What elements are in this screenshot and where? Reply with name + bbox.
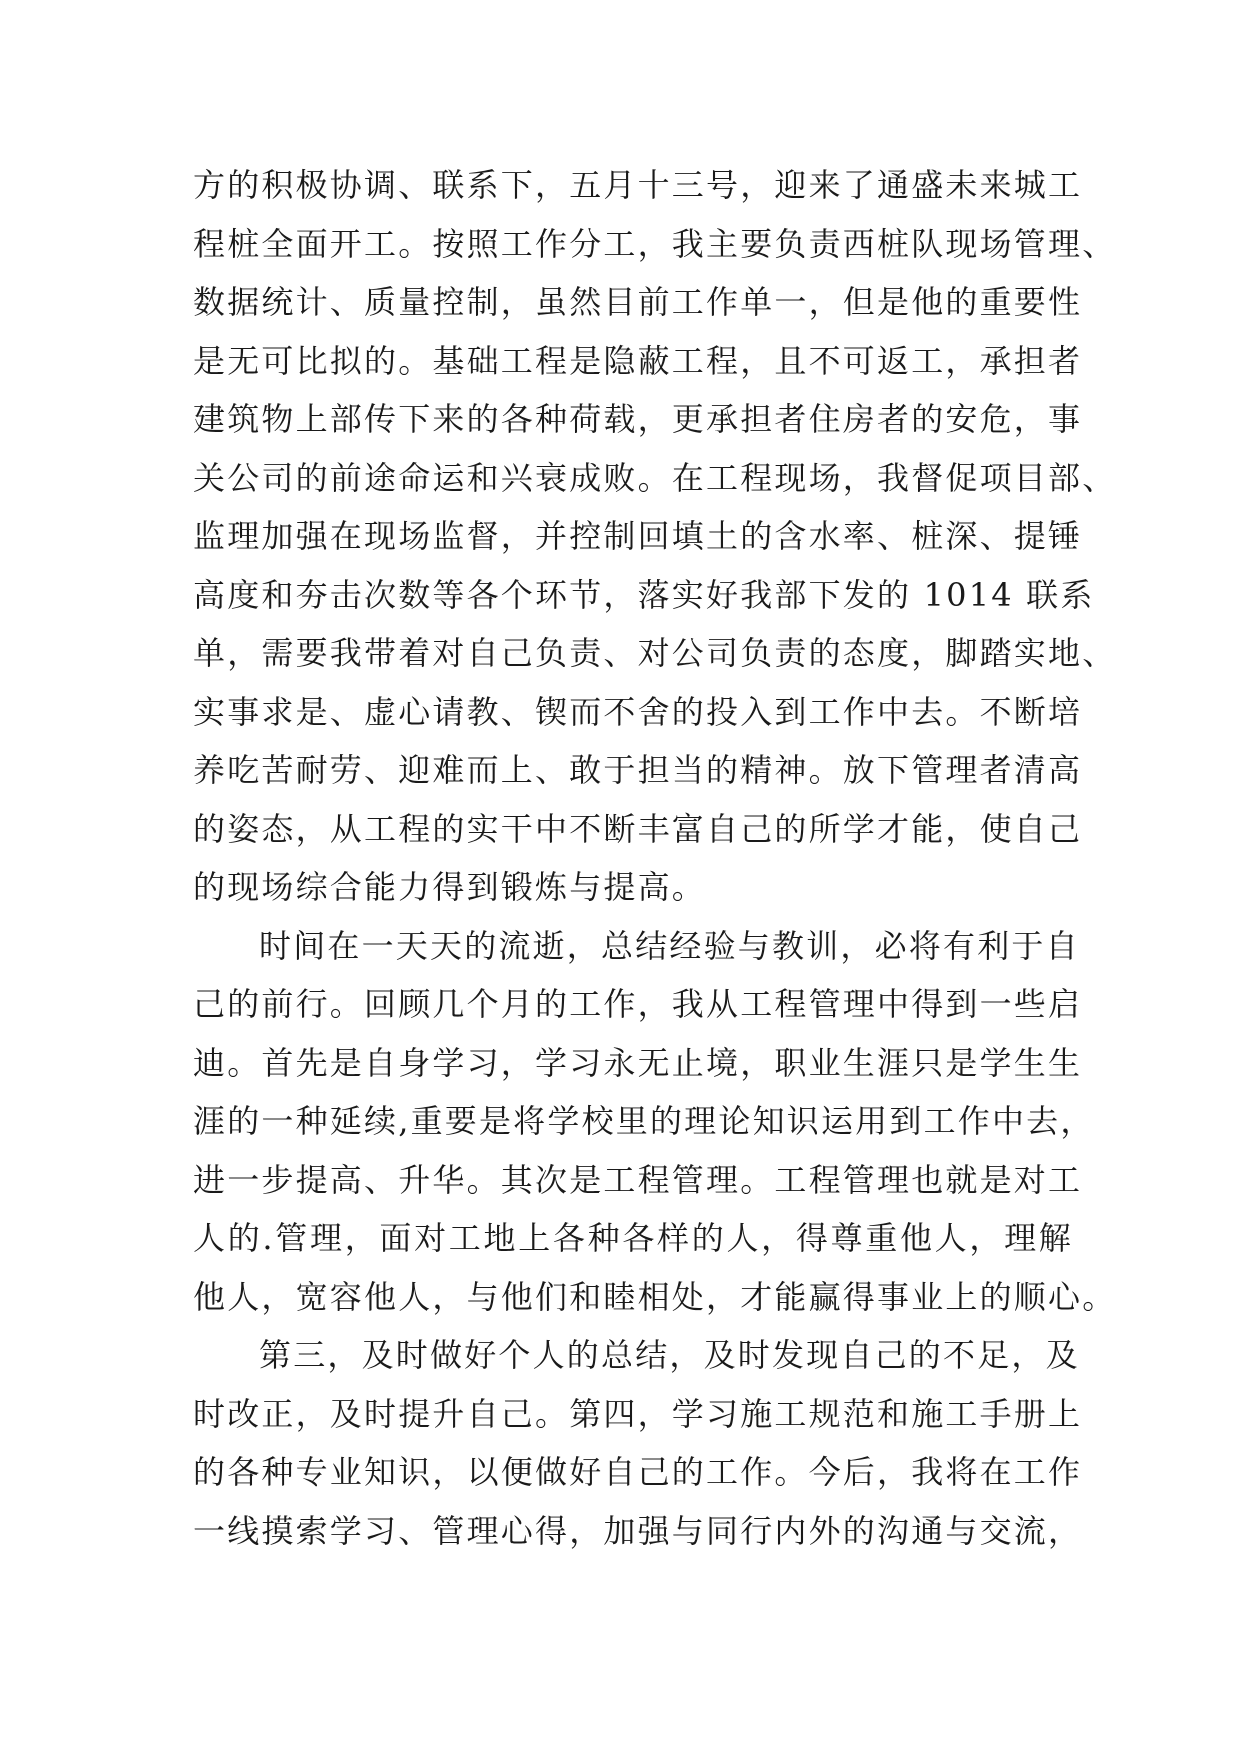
text-line: 迪。首先是自身学习，学习永无止境，职业生涯只是学生生 [193, 1043, 1083, 1082]
text-line: 己的前行。回顾几个月的工作，我从工程管理中得到一些启 [193, 985, 1083, 1023]
paragraph-1 [193, 156, 1117, 917]
text-line: 单，需要我带着对自己负责、对公司负责的态度，脚踏实地、 [193, 634, 1117, 672]
text-line: 的各种专业知识，以便做好自己的工作。今后，我将在工作 [193, 1453, 1083, 1491]
body-text [193, 156, 1117, 1560]
text-line: 监理加强在现场监督，并控制回填土的含水率、桩深、提锤 [193, 517, 1083, 555]
text-line: 数据统计、质量控制，虽然目前工作单一，但是他的重要性 [193, 283, 1083, 321]
text-line: 涯的一种延续,重要是将学校里的理论知识运用到工作中去， [193, 1102, 1095, 1140]
text-line: 人的.管理，面对工地上各种各样的人，得尊重他人，理解 [193, 1219, 1073, 1257]
text-line: 第三，及时做好个人的总结，及时发现自己的不足，及 [259, 1336, 1080, 1374]
text-line: 的姿态，从工程的实干中不断丰富自己的所学才能，使自己 [193, 809, 1083, 848]
text-line: 时改正，及时提升自己。第四，学习施工规范和施工手册上 [193, 1394, 1083, 1433]
text-line: 他人，宽容他人，与他们和睦相处，才能赢得事业上的顺心。 [193, 1277, 1117, 1316]
paragraph-3 [193, 1326, 1083, 1560]
text-line: 时间在一天天的流逝，总结经验与教训，必将有利于自 [259, 926, 1080, 965]
text-line: 养吃苦耐劳、迎难而上、敢于担当的精神。放下管理者清高 [193, 751, 1083, 789]
text-line: 进一步提高、升华。其次是工程管理。工程管理也就是对工 [193, 1160, 1083, 1199]
text-line: 实事求是、虚心请教、锲而不舍的投入到工作中去。不断培 [193, 692, 1083, 731]
text-line: 的现场综合能力得到锻炼与提高。 [193, 868, 707, 906]
text-line: 一线摸索学习、管理心得，加强与同行内外的沟通与交流， [193, 1511, 1083, 1550]
text-line: 关公司的前途命运和兴衰成败。在工程现场，我督促项目部、 [193, 458, 1117, 497]
text-line: 方的积极协调、联系下，五月十三号，迎来了通盛未来城工 [193, 166, 1083, 204]
text-line: 建筑物上部传下来的各种荷载，更承担者住房者的安危，事 [193, 400, 1083, 438]
text-line: 程桩全面开工。按照工作分工，我主要负责西桩队现场管理、 [193, 224, 1117, 263]
paragraph-2 [193, 917, 1117, 1327]
text-line: 是无可比拟的。基础工程是隐蔽工程，且不可返工，承担者 [193, 341, 1083, 380]
text-line: 高度和夯击次数等各个环节，落实好我部下发的 1014 联系 [193, 575, 1095, 614]
